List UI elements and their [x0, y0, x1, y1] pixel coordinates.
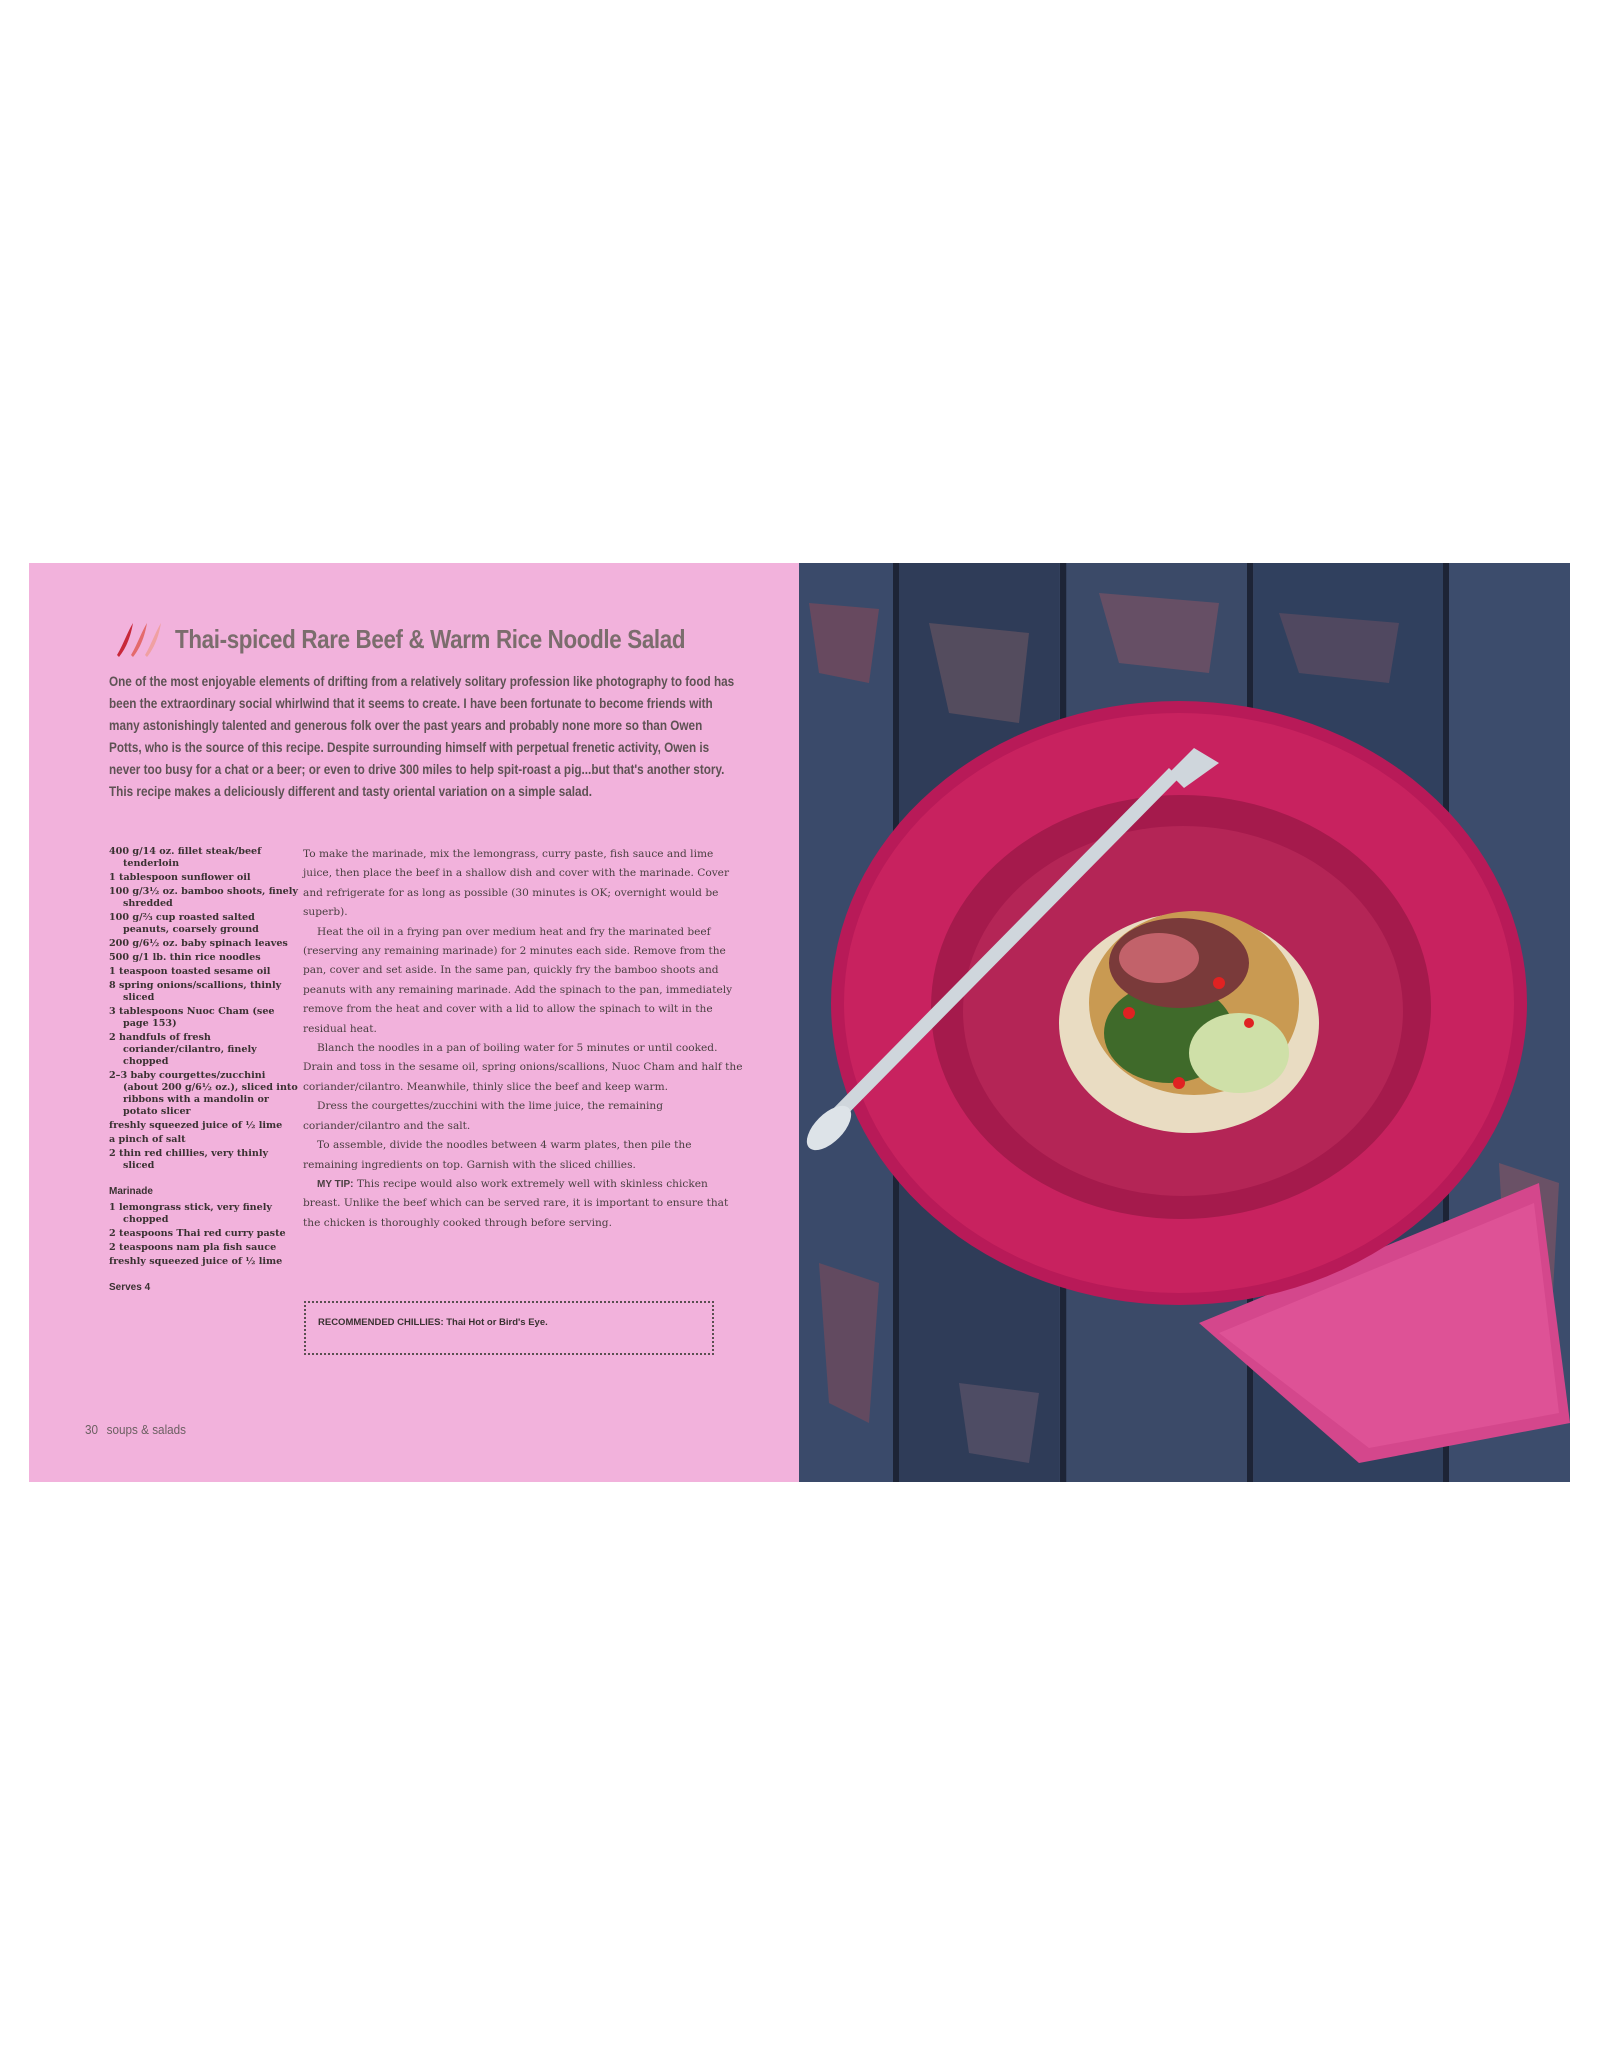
marinade-heading: Marinade [109, 1186, 153, 1197]
ingredient-item: 2–3 baby courgettes/zucchini (about 200 g/6½ oz.), sliced into ribbons with a mandolin or potato slicer [109, 1070, 298, 1117]
ingredient-item: freshly squeezed juice of ½ lime [109, 1120, 283, 1131]
ingredient-item: 8 spring onions/scallions, thinly sliced [109, 980, 282, 1003]
ingredient-item: 500 g/1 lb. thin rice noodles [109, 952, 261, 963]
method-step: Blanch the noodles in a pan of boiling water for 5 minutes or until cooked. Drain and toss in the sesame oil, spring onions/scallions, Nuoc Cham and half the coriander/cilantro. Meanwhile, thinly slice the beef and keep warm. [303, 1042, 743, 1093]
marinade-item: 2 teaspoons nam pla fish sauce [109, 1242, 277, 1253]
tip-text: This recipe would also work extremely well with skinless chicken breast. Unlike the beef which can be served rare, it is important to ensure that the chicken is thoroughly cooked through before serving. [303, 1177, 729, 1229]
marinade-item: freshly squeezed juice of ½ lime [109, 1256, 283, 1267]
recipe-page [29, 563, 799, 1482]
tip-label: MY TIP: [317, 1178, 354, 1190]
recommended-chillies-box: RECOMMENDED CHILLIES: Thai Hot or Bird's Eye. [304, 1301, 714, 1355]
marinade-item: 1 lemongrass stick, very finely chopped [109, 1202, 272, 1225]
title-row [107, 616, 787, 662]
chilli-rating-icon [107, 619, 167, 659]
ingredient-item: 1 teaspoon toasted sesame oil [109, 966, 271, 977]
ingredient-item: 2 handfuls of fresh coriander/cilantro, finely chopped [109, 1032, 257, 1067]
ingredient-item: 100 g/⅔ cup roasted salted peanuts, coarsely ground [109, 912, 259, 935]
method-text [303, 845, 743, 1233]
section-name: soups & salads [106, 1422, 187, 1437]
recipe-intro: One of the most enjoyable elements of drifting from a relatively solitary profession like photography to food has been the extraordinary social whirlwind that it seems to create. I have been fortunate to become friends with many astonishingly talented and generous folk over the past years and probably none more so than Owen Potts, who is the source of this recipe. Despite surrounding himself with perpetual frenetic activity, Owen is never too busy for a chat or a beer; or even to drive 300 miles to help spit-roast a pig...but that's another story. This recipe makes a deliciously different and tasty oriental variation on a simple salad. [109, 674, 735, 799]
method-step: To assemble, divide the noodles between 4 warm plates, then pile the remaining ingredients on top. Garnish with the sliced chillies. [303, 1139, 692, 1171]
ingredient-item: a pinch of salt [109, 1134, 186, 1145]
tip-paragraph [303, 1175, 743, 1233]
recipe-title: Thai-spiced Rare Beef & Warm Rice Noodle Salad [175, 623, 686, 654]
serves-label: Serves 4 [109, 1282, 151, 1293]
ingredient-item: 2 thin red chillies, very thinly sliced [109, 1148, 269, 1171]
method-step: Dress the courgettes/zucchini with the lime juice, the remaining coriander/cilantro and the salt. [303, 1100, 664, 1132]
dish-photo [799, 563, 1570, 1482]
ingredient-item: 3 tablespoons Nuoc Cham (see page 153) [109, 1006, 275, 1029]
ingredient-item: 1 tablespoon sunflower oil [109, 872, 251, 883]
ingredient-item: 400 g/14 oz. fillet steak/beef tenderloin [109, 846, 262, 869]
marinade-item: 2 teaspoons Thai red curry paste [109, 1228, 286, 1239]
method-step: Heat the oil in a frying pan over medium heat and fry the marinated beef (reserving any remaining marinade) for 2 minutes each side. Remove from the pan, cover and set aside. In the same pan, quickly fry the bamboo shoots and peanuts with any remaining marinade. Add the spinach to the pan, immediately remove from the heat and cover with a lid to allow the spinach to wilt in the residual heat. [303, 925, 733, 1035]
ingredient-item: 100 g/3½ oz. bamboo shoots, finely shredded [109, 886, 299, 909]
book-spread [29, 563, 1570, 1482]
page-number: 30 [85, 1422, 99, 1437]
ingredient-item: 200 g/6½ oz. baby spinach leaves [109, 938, 288, 949]
page-footer [85, 1422, 186, 1437]
method-step: To make the marinade, mix the lemongrass, curry paste, fish sauce and lime juice, then place the beef in a shallow dish and cover with the marinade. Cover and refrigerate for as long as possible (30 minutes is OK; overnight would be superb). [303, 848, 730, 919]
ingredients-list [109, 846, 299, 1294]
